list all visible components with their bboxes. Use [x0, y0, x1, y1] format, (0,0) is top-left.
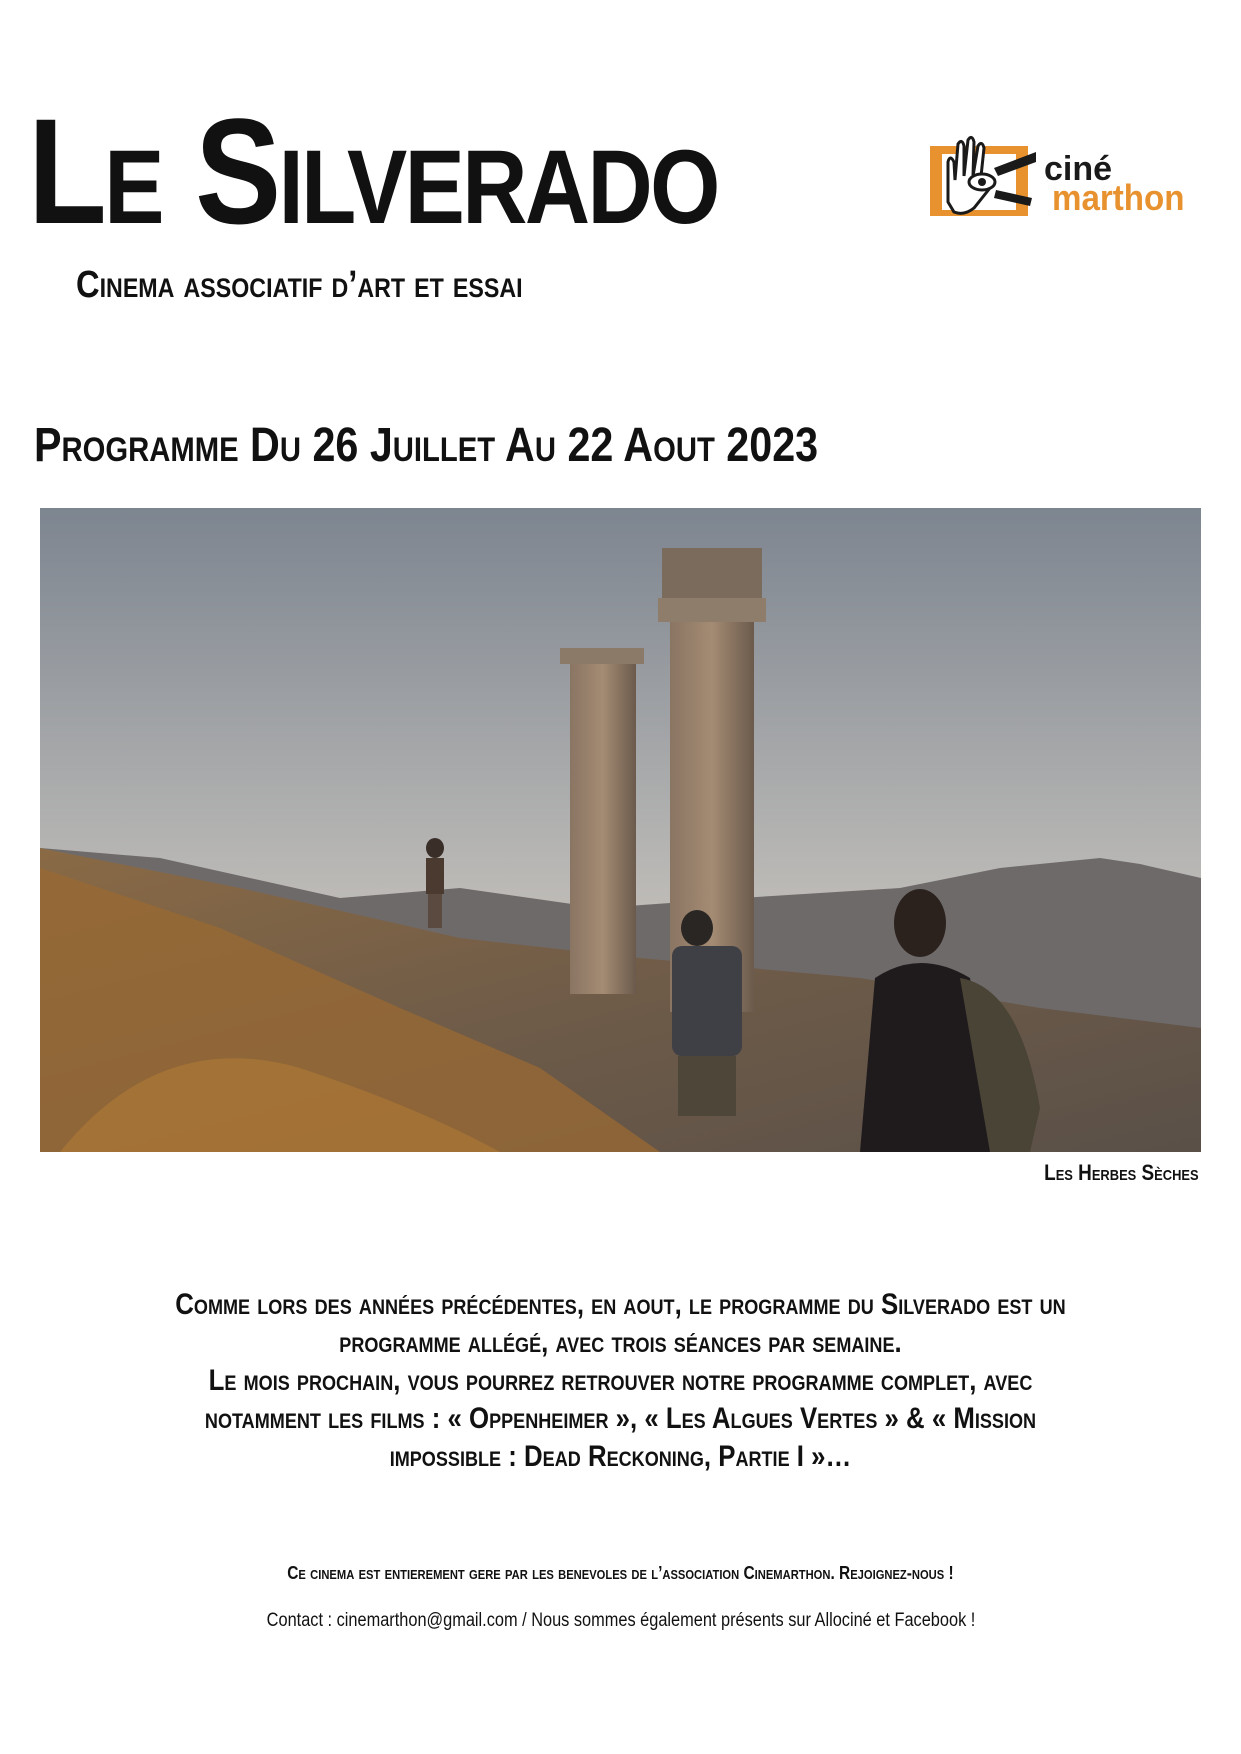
film-still-photo — [40, 508, 1201, 1152]
subtitle: Cinema associatif d’art et essai — [76, 264, 523, 306]
announcement-line: impossible : Dead Reckoning, Partie I »… — [389, 1440, 852, 1473]
announcement-text — [0, 1286, 1241, 1476]
announcement-line: programme allégé, avec trois séances par semaine. — [339, 1326, 902, 1359]
logo-text-marthon: marthon — [1052, 177, 1185, 218]
page-title: Le Silverado — [28, 87, 718, 255]
announcement-line: notamment les films : « Oppenheimer », « Les Algues Vertes » & « Mission — [204, 1402, 1037, 1435]
announcement-line: Le mois prochain, vous pourrez retrouver notre programme complet, avec — [208, 1364, 1033, 1397]
logo-text-cine: ciné — [1044, 150, 1113, 188]
cinemarthon-logo — [928, 132, 1208, 222]
contact-text: Contact : cinemarthon@gmail.com / Nous sommes également présents sur Allociné et Facebook ! — [266, 1610, 975, 1631]
programme-dates: Programme Du 26 Juillet Au 22 Aout 2023 — [34, 419, 819, 472]
hand-eye-logo-icon — [928, 132, 1040, 222]
contact-line — [0, 1610, 1241, 1632]
volunteer-note-text: Ce cinema est entierement gere par les benevoles de l’association Cinemarthon. Rejoignez-nous ! — [287, 1563, 954, 1583]
volunteer-note — [0, 1563, 1241, 1584]
announcement-line: Comme lors des années précédentes, en aout, le programme du Silverado est un — [175, 1288, 1066, 1321]
photo-caption: Les Herbes Sèches — [1044, 1160, 1199, 1185]
